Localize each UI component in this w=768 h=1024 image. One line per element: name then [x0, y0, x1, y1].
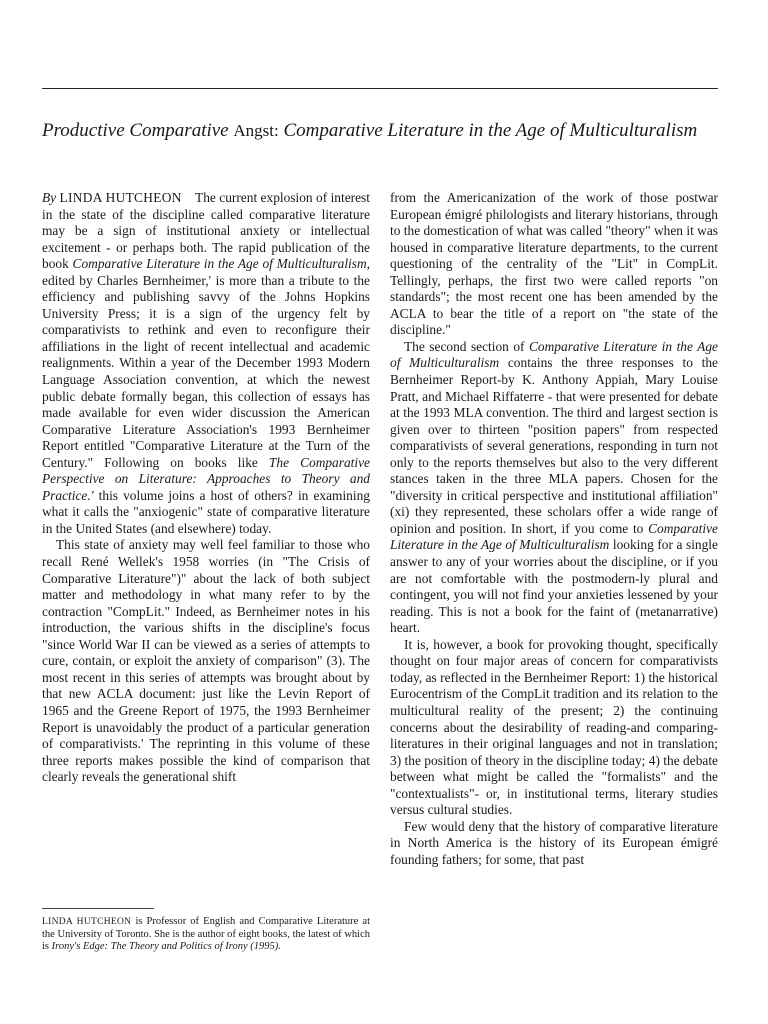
- footnote-book-title: Irony's Edge: The Theory and Politics of Irony (1995).: [51, 941, 281, 952]
- paragraph-right-4: Few would deny that the history of comparative literature in North America is the history of its European émigré founding fathers; for some, that past: [390, 818, 718, 867]
- left-p1-e: this volume joins a host of others? in examining what it calls the "anxiogenic" state of comparative literature in the United States (and elsewhere) today.: [42, 487, 370, 536]
- left-column: [42, 190, 370, 786]
- right-p2-c: contains the three responses to the Bernheimer Report-by K. Anthony Appiah, Mary Louise Pratt, and Michael Riffaterre - that were presented for debate at the 1993 MLA convention. The third and largest section is given over to thirteen "position papers" from respected comparativists of several generations, responding in turn not only to the reports themselves but also to the very different stances taken in the three MLA papers. Chosen for the "diversity in critical perspective and institutional affiliation" (xi) they represented, these scholars offer a wide range of opinion and position. In short, if you come to: [390, 355, 718, 536]
- left-p1-book-title-2: The Comparative Perspective on Literature: Approaches to Theory and Practice.': [42, 454, 370, 503]
- right-p2-e: looking for a single answer to any of your worries about the discipline, or if you are not comfortable with the postmodern-ly plural and contingent, you will not find your anxieties lessened by your reading. This is not a book for the faint of (metanarrative) heart.: [390, 537, 718, 636]
- left-p1-book-title: Comparative Literature in the Age of Multiculturalism,: [72, 256, 370, 272]
- footnote-text: is Professor of English and Comparative Literature at the University of Toronto. She is the author of eight books, the latest of which is: [42, 916, 370, 952]
- paragraph-left-2: This state of anxiety may well feel familiar to those who recall René Wellek's 1958 worries (in "The Crisis of Comparative Literature")" about the lack of both subject matter and methodology in what many refer to by the contraction "CompLit." Indeed, as Bernheimer notes in his introduction, the various shifts in the discipline's focus "since World War II can be viewed as a series of attempts to cure, contain, or exploit the anxiety of comparison" (3). The most recent in this series of attempts was brought about by that new ACLA document: just like the Levin Report of 1965 and the Greene Report of 1975, the 1993 Bernheimer Report is unavoidably the product of a particular generation of comparativists.' The reprinting in this volume of these three reports makes possible the kind of comparison that clearly reveals the generational shift: [42, 537, 370, 785]
- author-footnote: [42, 916, 370, 954]
- paragraph-right-2: [390, 339, 718, 637]
- paragraph-right-3: It is, however, a book for provoking thought, specifically thought on four major areas of concern for comparativists today, as reflected in the Bernheimer Report: 1) the historical Eurocentrism of the CompLit tradition and its relation to the multicultural reality of the present; 2) the continuing concerns about the desirability of reading-and comparing-literatures in their original languages and not in translation; 3) the position of theory in the discipline today; 4) the debate between what might be called the "formalists" and the "contextualists"- or, in institutional terms, literary studies versus cultural studies.: [390, 636, 718, 818]
- left-p1-c: edited by Charles Bernheimer,' is more than a tribute to the efficiency and publishing savvy of the Johns Hopkins University Press; it is a sign of the urgency felt by comparativists to rethink and even to reconfigure their affiliations in the light of recent intellectual and academic realignments. Within a year of the December 1993 Modern Language Association convention, at which the newest public debate formally began, this collection of essays has made available for even wider discussion the American Comparative Literature Association's 1993 Bernheimer Report entitled "Comparative Literature at the Turn of the Century." Following on books like: [42, 272, 370, 470]
- title-part-2: Angst:: [233, 121, 279, 140]
- article-title: [42, 120, 702, 141]
- byline-by: By: [42, 190, 57, 205]
- right-p2-book-title: Comparative Literature in the Age of Multiculturalism: [390, 338, 718, 371]
- right-column: [390, 190, 718, 868]
- footnote-author: LINDA HUTCHEON: [42, 917, 132, 927]
- title-part-3: Comparative Literature in the Age of Multiculturalism: [283, 120, 698, 141]
- right-p2-book-title-2: Comparative Literature in the Age of Multiculturalism: [390, 520, 718, 553]
- left-p1-a: The current explosion of interest in the state of the discipline called comparative literature may be a sign of institutional anxiety or intellectual excitement - or perhaps both. The rapid publication of the book: [42, 190, 370, 272]
- paragraph-right-1: from the Americanization of the work of those postwar European émigré philologists and literary historians, through to the domestication of what was called "theory" when it was housed in comparative literature departments, to the current questioning of the centrality of the "Lit" in CompLit. Tellingly, perhaps, the first two were called reports "on standards"; the most recent one has been amended by the ACLA to bear the title of a report on "the state of the discipline.": [390, 190, 718, 338]
- title-part-1: Productive Comparative: [42, 120, 229, 141]
- byline-author: LINDA HUTCHEON: [59, 190, 182, 205]
- footnote-rule: [42, 908, 154, 909]
- top-rule: [42, 88, 718, 89]
- right-p2-a: The second section of: [404, 338, 525, 354]
- paragraph-left-1: [42, 190, 370, 537]
